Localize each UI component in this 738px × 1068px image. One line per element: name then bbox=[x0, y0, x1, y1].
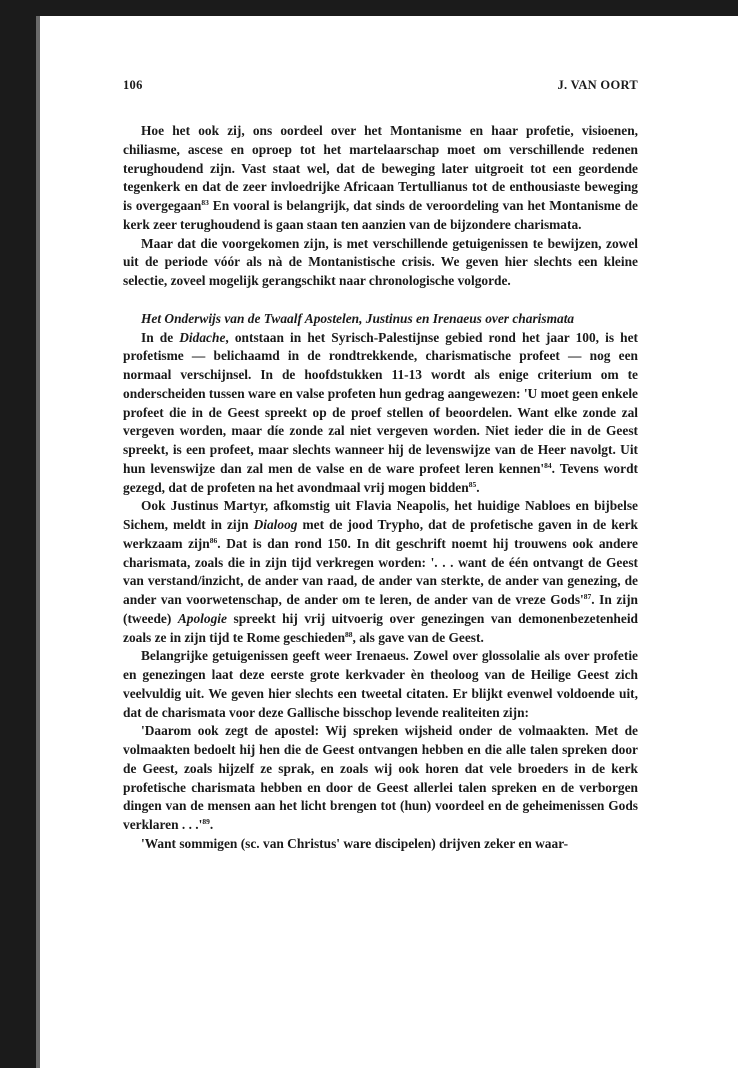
italic-title: Apologie bbox=[177, 610, 227, 626]
footnote-ref: 85 bbox=[468, 479, 477, 489]
running-title: J. VAN OORT bbox=[557, 78, 638, 92]
paragraph bbox=[123, 329, 638, 498]
body-text bbox=[123, 122, 638, 854]
text-run: 'Daarom ook zegt de apostel: Wij spreken wijsheid onder de volmaakten. Met de volmaakten bedoelt hij hen die de Geest ontvangen hebben en die alle talen spreken door de Geest, zoals hijzelf ze sprak, en zoals wij ook horen dat vele broeders in de kerk profetische charismata hebben en door de Geest allerlei talen spreken en de verborgen dingen van de mensen aan het licht brengen tot (hun) voordeel en de geheimenissen Gods verklaren . . .' bbox=[123, 723, 638, 832]
text-run: Ook Justinus Martyr, afkomstig uit Flavia Neapolis, het huidige Nabloes en bijbelse Sichem, meldt in zijn bbox=[123, 498, 638, 532]
page-number: 106 bbox=[123, 78, 143, 92]
paragraph bbox=[123, 647, 638, 722]
section-heading: Het Onderwijs van de Twaalf Apostelen, Justinus en Irenaeus over charismata bbox=[141, 310, 575, 326]
paragraph bbox=[123, 722, 638, 835]
paragraph bbox=[123, 497, 638, 647]
paragraph bbox=[123, 235, 638, 291]
scan-border-left bbox=[0, 0, 36, 1068]
paragraph bbox=[123, 835, 638, 854]
text-run: . bbox=[209, 817, 214, 832]
text-run: . Dat is dan rond 150. In dit geschrift noemt hij trouwens ook andere charismata, zoals die in zijn tijd verkregen worden: '. . . want de één ontvangt de Geest van verstand/inzicht, de ander van raad, de ander van sterkte, de ander van genezing, de ander van voorwetenschap, de ander om te leren, de ander van de vreze Gods' bbox=[123, 535, 638, 607]
text-run: In de bbox=[141, 329, 180, 345]
footnote-ref: 87 bbox=[583, 592, 592, 601]
text-run: . Tevens wordt gezegd, dat de profeten na het avondmaal vrij mogen bidden bbox=[123, 460, 638, 495]
italic-title: Dialoog bbox=[253, 517, 298, 532]
text-run: , ontstaan in het Syrisch-Palestijnse gebied rond het jaar 100, is het profetisme — belichaamd in de rondtrekkende, charismatische profeet — nog een normaal verschijnsel. In de hoofdstukken 11-13 wordt als enige criterium om te onderscheiden tussen ware en valse profeten hun gedrag aangewezen: 'U moet geen enkele profeet die in de Geest spreekt op de proef stellen of beoordelen. Want elke zonde zal vergeven worden, maar díe zonde zal niet vergeven worden. Niet ieder die in de Geest spreekt, is een profeet, maar slechts wanneer hij de levenswijze van de Heer navolgt. Uit hun levenswijze dan zal men de valse en de ware profeet leren kennen' bbox=[123, 329, 638, 476]
running-header bbox=[123, 78, 638, 93]
scan-border-shadow bbox=[36, 16, 40, 1068]
italic-title: Didache bbox=[179, 329, 226, 345]
text-run: Hoe het ook zij, ons oordeel over het Montanisme en haar profetie, visioenen, chiliasme, ascese en oproep tot het martelaarschap moet om verschillende redenen terughoudend zijn. Vast staat wel, dat de beweging later uitgroeit tot een geordende tegenkerk en dat de zeer invloedrijke Africaan Tertullianus tot de enthousiaste beweging is overgegaan bbox=[123, 123, 638, 213]
book-page bbox=[123, 78, 638, 854]
text-run: spreekt hij vrij uitvoerig over genezingen van demonenbezetenheid zoals ze in zijn tijd te Rome geschieden bbox=[123, 610, 638, 645]
text-run: , als gave van de Geest. bbox=[352, 629, 484, 645]
footnote-ref: 86 bbox=[209, 535, 218, 545]
text-run: met de jood Trypho, dat de profetische gaven in de kerk werkzaam zijn bbox=[123, 517, 639, 551]
text-run: . In zijn (tweede) bbox=[123, 592, 638, 626]
footnote-ref: 84 bbox=[544, 460, 552, 470]
text-run: En vooral is belangrijk, dat sinds de veroordeling van het Montanisme de kerk zeer terughoudend is gaan staan ten aanzien van de bijzondere charismata. bbox=[123, 198, 639, 232]
paragraph bbox=[123, 122, 638, 235]
text-run: Maar dat die voorgekomen zijn, is met verschillende getuigenissen te bewijzen, zowel uit de periode vóór als nà de Montanistische crisis. We geven hier slechts een kleine selectie, zoveel mogelijk gerangschikt naar chronologische volgorde. bbox=[123, 235, 638, 288]
text-run: . bbox=[476, 479, 480, 495]
footnote-ref: 89 bbox=[202, 817, 210, 826]
footnote-ref: 88 bbox=[345, 629, 353, 639]
footnote-ref: 83 bbox=[201, 198, 209, 207]
scan-border-top bbox=[0, 0, 738, 16]
section-gap bbox=[123, 291, 638, 310]
text-run: Belangrijke getuigenissen geeft weer Irenaeus. Zowel over glossolalie als over profetie en genezingen laat deze eerste grote kerkvader èn theoloog van de Heilige Geest zich veelvuldig uit. We geven hier slechts een tweetal citaten. Er blijkt evenwel voldoende uit, dat de charismata voor deze Gallische bisschop levende realiteiten zijn: bbox=[123, 648, 638, 720]
text-run: 'Want sommigen (sc. van Christus' ware discipelen) drijven zeker en waar- bbox=[141, 835, 569, 851]
